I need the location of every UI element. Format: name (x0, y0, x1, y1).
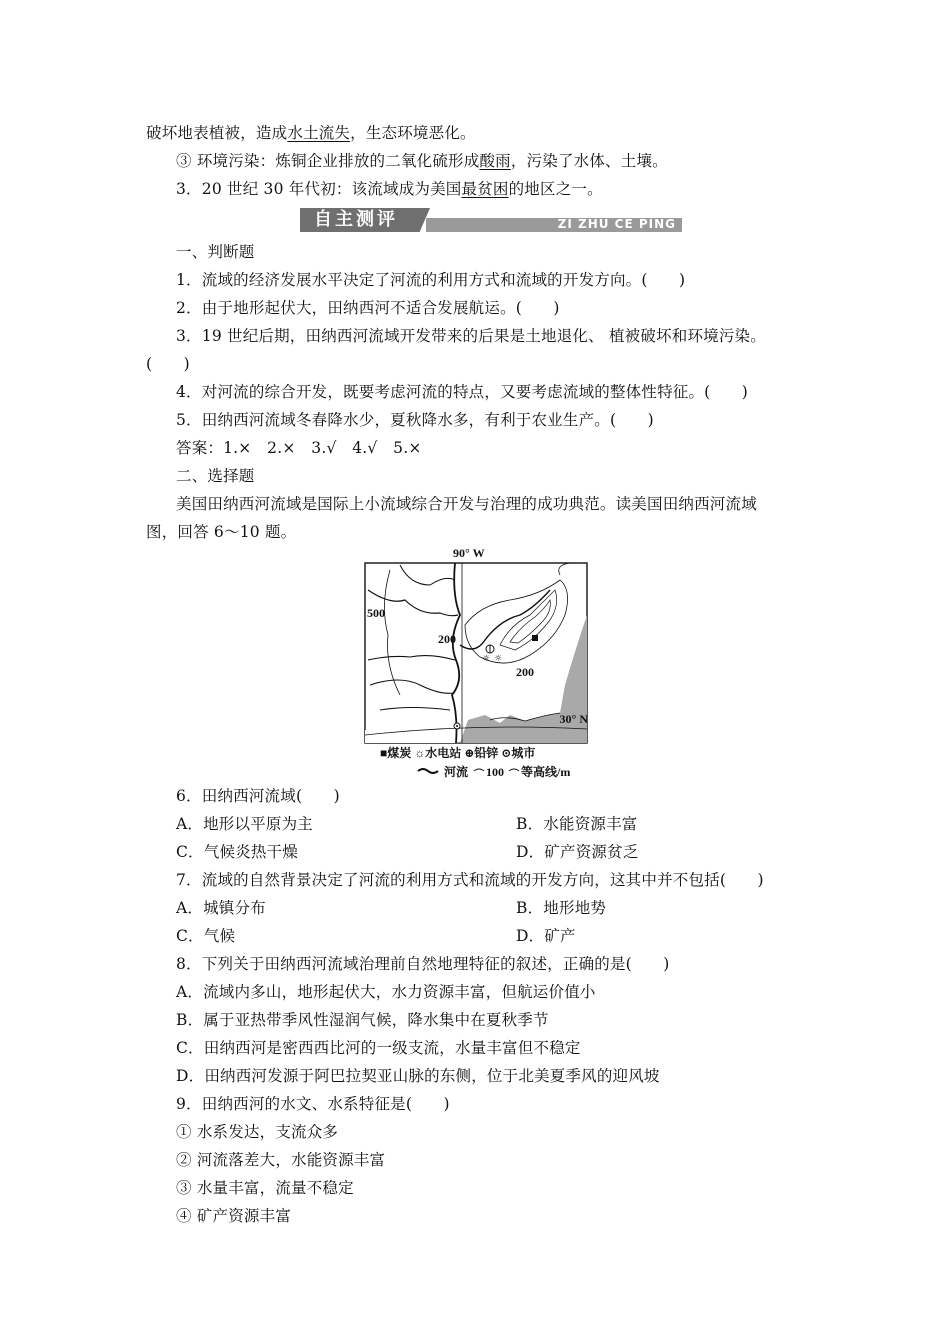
q8-option-c: C．田纳西河是密西西比河的一级支流，水量丰富但不稳定 (176, 1039, 581, 1057)
city-dot (456, 725, 458, 727)
judgment-answer: 答案：1.× 2.× 3.√ 4.√ 5.× (176, 439, 422, 457)
map-svg (360, 545, 600, 785)
q9-item-2: ② 河流落差大，水能资源丰富 (176, 1151, 386, 1169)
intro-line-1-end: ，生态环境恶化。 (350, 124, 476, 142)
q8-option-a: A．流域内多山，地形起伏大，水力资源丰富，但航运价值小 (176, 983, 596, 1001)
question-6: 6．田纳西河流域( ) (176, 787, 340, 805)
judgment-q5: 5．田纳西河流域冬春降水少，夏秋降水多，有利于农业生产。( ) (176, 411, 654, 429)
q8-option-b: B．属于亚热带季风性湿润气候，降水集中在夏秋季节 (176, 1011, 549, 1029)
intro-line-3-end: 的地区之一。 (508, 180, 603, 198)
q9-item-1: ① 水系发达，支流众多 (176, 1123, 339, 1141)
legend-contour-icon-left (474, 769, 484, 771)
judgment-q4: 4．对河流的综合开发，既要考虑河流的特点，又要考虑流域的整体性特征。( ) (176, 383, 749, 401)
intro-line-3 (176, 178, 603, 200)
judgment-q1: 1．流域的经济发展水平决定了河流的利用方式和流域的开发方向。( ) (176, 271, 686, 289)
banner-title: 自主测评 (314, 209, 398, 230)
judgment-q3: 3．19 世纪后期，田纳西河流域开发带来的后果是土地退化、 植被破坏和环境污染。 (176, 327, 766, 345)
q7-option-c: C．气候 (176, 927, 236, 945)
question-9: 9．田纳西河的水文、水系特征是( ) (176, 1095, 450, 1113)
contour-label-200-east: 200 (516, 665, 534, 679)
choice-intro-line-2: 图，回答 6～10 题。 (146, 523, 297, 541)
contour-label-200-west: 200 (438, 632, 456, 646)
hydropower-icon: ☼ (494, 654, 503, 664)
legend-river-label: 河流 (444, 765, 469, 779)
longitude-label: 90° W (453, 546, 485, 560)
legend-contour-icon-right (509, 769, 519, 771)
q6-option-c: C．气候炎热干燥 (176, 843, 298, 861)
answer-poorest: 最贫困 (461, 180, 509, 198)
judgment-q2: 2．由于地形起伏大，田纳西河不适合发展航运。( ) (176, 299, 560, 317)
legend-contour-value: 100 (486, 765, 504, 779)
latitude-label: 30° N (559, 712, 588, 726)
answer-soil-erosion: 水土流失 (287, 124, 351, 142)
section-banner (300, 208, 682, 232)
q7-option-d: D．矿产 (516, 927, 576, 945)
contour-label-500: 500 (367, 606, 385, 620)
q6-option-b: B．水能资源丰富 (516, 815, 638, 833)
judgment-heading: 一、判断题 (176, 243, 255, 261)
q8-option-d: D．田纳西河发源于阿巴拉契亚山脉的东侧，位于北美夏季风的迎风坡 (176, 1067, 660, 1085)
hydropower-icon-2: ☼ (482, 654, 491, 664)
choice-intro-line-1: 美国田纳西河流域是国际上小流域综合开发与治理的成功典范。读美国田纳西河流域 (176, 495, 757, 513)
legend-river-icon (418, 769, 438, 773)
intro-line-1 (146, 122, 476, 144)
intro-line-2 (176, 150, 668, 172)
judgment-q3-bracket: ( ) (146, 355, 190, 373)
tennessee-basin-map (360, 545, 600, 785)
q6-option-a: A．地形以平原为主 (176, 815, 313, 833)
banner-subtitle: ZI ZHU CE PING (557, 217, 676, 231)
map-legend-symbols: ■煤炭 ☼水电站 ⊕铅锌 ⊙城市 (380, 746, 536, 760)
choice-heading: 二、选择题 (176, 467, 255, 485)
q7-option-b: B．地形地势 (516, 899, 607, 917)
intro-line-1-text: 破坏地表植被，造成 (146, 124, 288, 142)
intro-line-3-text: 3．20 世纪 30 年代初：该流域成为美国 (176, 180, 462, 198)
intro-line-2-end: ，污染了水体、土壤。 (510, 152, 668, 170)
question-8: 8．下列关于田纳西河流域治理前自然地理特征的叙述，正确的是( ) (176, 955, 670, 973)
answer-acid-rain: 酸雨 (479, 152, 511, 170)
legend-contour-label: 等高线/m (521, 765, 571, 779)
q9-item-4: ④ 矿产资源丰富 (176, 1207, 292, 1225)
q7-option-a: A．城镇分布 (176, 899, 266, 917)
q6-option-d: D．矿产资源贫乏 (516, 843, 639, 861)
intro-line-2-text: ③ 环境污染：炼铜企业排放的二氧化硫形成 (176, 152, 480, 170)
question-7: 7．流域的自然背景决定了河流的利用方式和流域的开发方向，这其中并不包括( ) (176, 871, 764, 889)
coal-symbol (532, 635, 538, 641)
q9-item-3: ③ 水量丰富，流量不稳定 (176, 1179, 354, 1197)
